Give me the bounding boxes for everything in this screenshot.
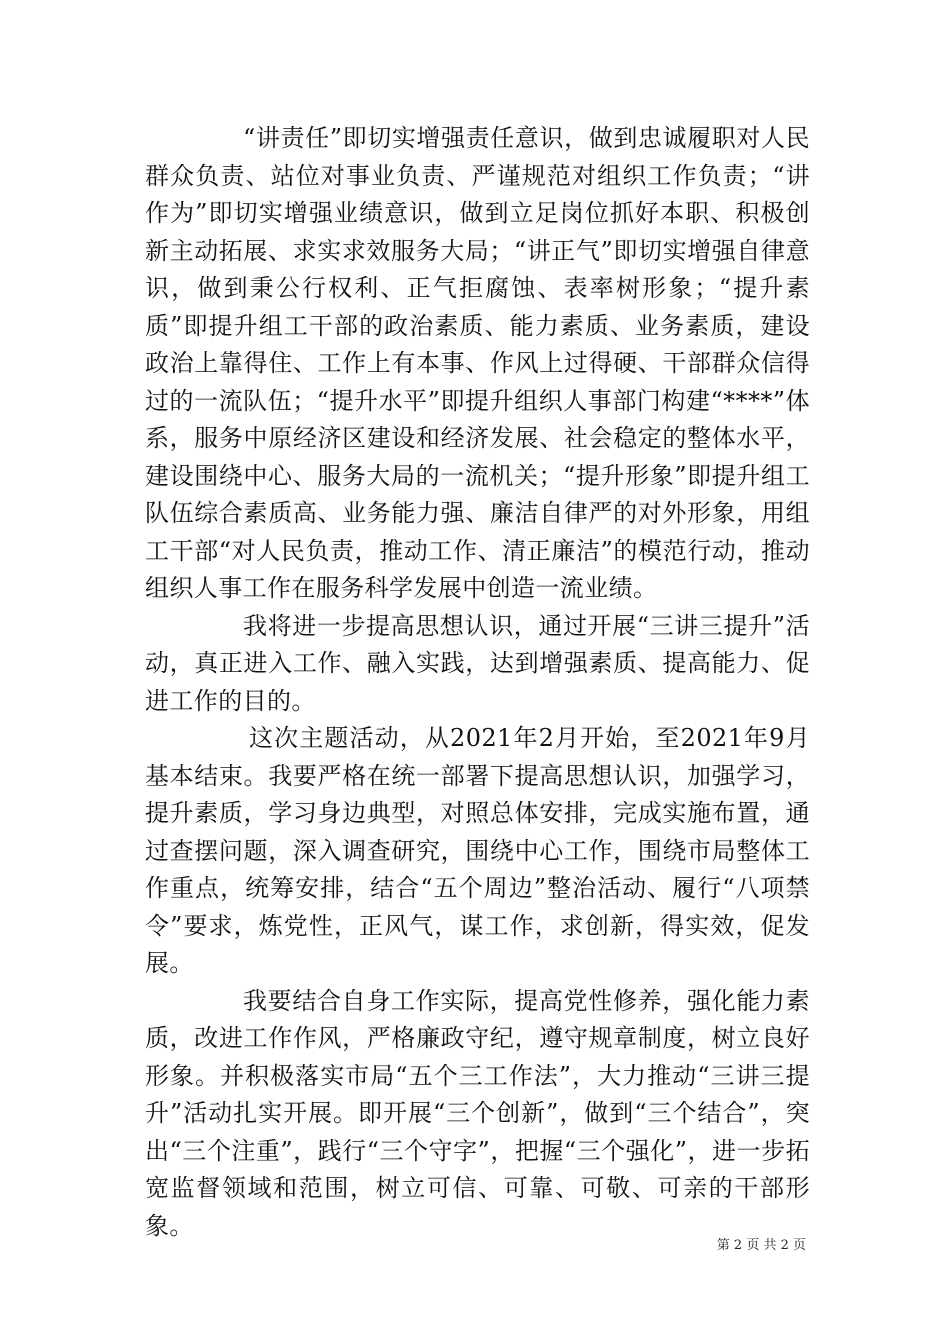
paragraph-4: 我要结合自身工作实际，提高党性修养，强化能力素质，改进工作作风，严格廉政守纪，遵守规章制度，树立良好形象。并积极落实市局“五个三工作法”，大力推动“三讲三提升”活动扎实开展。即开展“三个创新”，做到“三个结合”，突出“三个注重”，践行“三个守字”，把握“三个强化”，进一步拓宽监督领域和范围，树立可信、可靠、可敬、可亲的干部形象。 xyxy=(145,986,810,1240)
page-number: 第 2 页 共 2 页 xyxy=(716,1238,806,1253)
paragraph-2: 我将进一步提高思想认识，通过开展“三讲三提升”活动，真正进入工作、融入实践，达到增强素质、提高能力、促进工作的目的。 xyxy=(145,611,810,715)
paragraph-1: “讲责任”即切实增强责任意识，做到忠诚履职对人民群众负责、站位对事业负责、严谨规范对组织工作负责；“讲作为”即切实增强业绩意识，做到立足岗位抓好本职、积极创新主动拓展、求实求效服务大局；“讲正气”即切实增强自律意识，做到秉公行权利、正气拒腐蚀、表率树形象；“提升素质”即提升组工干部的政治素质、能力素质、业务素质，建设政治上靠得住、工作上有本事、作风上过得硬、干部群众信得过的一流队伍；“提升水平”即提升组织人事部门构建“****”体系，服务中原经济区建设和经济发展、社会稳定的整体水平，建设围绕中心、服务大局的一流机关；“提升形象”即提升组工队伍综合素质高、业务能力强、廉洁自律严的对外形象，用组工干部“对人民负责，推动工作、清正廉洁”的模范行动，推动组织人事工作在服务科学发展中创造一流业绩。 xyxy=(145,124,810,602)
paragraph-3: 这次主题活动，从2021年2月开始，至2021年9月基本结束。我要严格在统一部署下提高思想认识，加强学习，提升素质，学习身边典型，对照总体安排，完成实施布置，通过查摆问题，深入调查研究，围绕中心工作，围绕市局整体工作重点，统筹安排，结合“五个周边”整治活动、履行“八项禁令”要求，炼党性，正风气，谋工作，求创新，得实效，促发展。 xyxy=(145,724,810,977)
document-body xyxy=(145,120,810,1245)
